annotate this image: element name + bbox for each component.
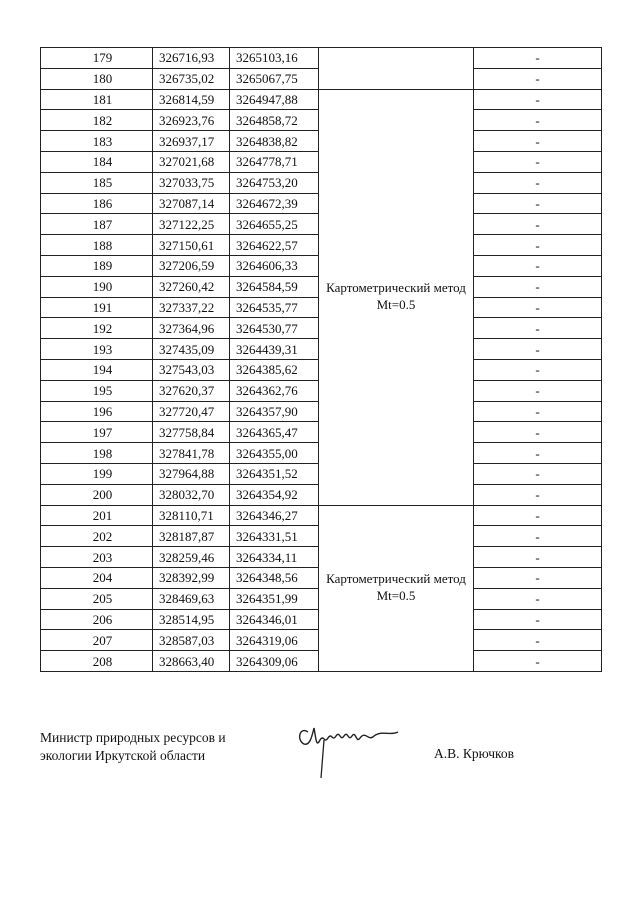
error-value: - xyxy=(474,193,602,214)
error-value: - xyxy=(474,484,602,505)
x-coordinate: 328469,63 xyxy=(153,588,230,609)
error-value: - xyxy=(474,89,602,110)
x-coordinate: 326937,17 xyxy=(153,131,230,152)
x-coordinate: 327206,59 xyxy=(153,255,230,276)
x-coordinate: 327021,68 xyxy=(153,151,230,172)
x-coordinate: 326735,02 xyxy=(153,68,230,89)
error-value: - xyxy=(474,297,602,318)
error-value: - xyxy=(474,235,602,256)
y-coordinate: 3264778,71 xyxy=(230,151,319,172)
point-number: 202 xyxy=(41,526,153,547)
point-number: 203 xyxy=(41,547,153,568)
error-value: - xyxy=(474,651,602,672)
point-number: 183 xyxy=(41,131,153,152)
coordinates-table xyxy=(40,47,602,672)
x-coordinate: 327033,75 xyxy=(153,172,230,193)
error-value: - xyxy=(474,131,602,152)
y-coordinate: 3264753,20 xyxy=(230,172,319,193)
point-number: 179 xyxy=(41,48,153,69)
y-coordinate: 3264346,27 xyxy=(230,505,319,526)
point-number: 193 xyxy=(41,339,153,360)
y-coordinate: 3265067,75 xyxy=(230,68,319,89)
error-value: - xyxy=(474,276,602,297)
x-coordinate: 328514,95 xyxy=(153,609,230,630)
point-number: 185 xyxy=(41,172,153,193)
x-coordinate: 327620,37 xyxy=(153,380,230,401)
point-number: 207 xyxy=(41,630,153,651)
x-coordinate: 327720,47 xyxy=(153,401,230,422)
y-coordinate: 3264838,82 xyxy=(230,131,319,152)
method-cell xyxy=(319,48,474,90)
x-coordinate: 327964,88 xyxy=(153,463,230,484)
x-coordinate: 328392,99 xyxy=(153,567,230,588)
coordinates-table-body xyxy=(41,48,602,672)
point-number: 186 xyxy=(41,193,153,214)
y-coordinate: 3264530,77 xyxy=(230,318,319,339)
signatory-position xyxy=(40,729,226,764)
point-number: 200 xyxy=(41,484,153,505)
y-coordinate: 3264334,11 xyxy=(230,547,319,568)
table-row xyxy=(41,505,602,526)
y-coordinate: 3264858,72 xyxy=(230,110,319,131)
x-coordinate: 328259,46 xyxy=(153,547,230,568)
error-value: - xyxy=(474,463,602,484)
x-coordinate: 327122,25 xyxy=(153,214,230,235)
x-coordinate: 327087,14 xyxy=(153,193,230,214)
error-value: - xyxy=(474,151,602,172)
point-number: 182 xyxy=(41,110,153,131)
point-number: 187 xyxy=(41,214,153,235)
point-number: 192 xyxy=(41,318,153,339)
error-value: - xyxy=(474,339,602,360)
point-number: 184 xyxy=(41,151,153,172)
point-number: 195 xyxy=(41,380,153,401)
y-coordinate: 3264319,06 xyxy=(230,630,319,651)
error-value: - xyxy=(474,48,602,69)
error-value: - xyxy=(474,110,602,131)
y-coordinate: 3264309,06 xyxy=(230,651,319,672)
y-coordinate: 3264535,77 xyxy=(230,297,319,318)
error-value: - xyxy=(474,443,602,464)
error-value: - xyxy=(474,547,602,568)
point-number: 181 xyxy=(41,89,153,110)
y-coordinate: 3264348,56 xyxy=(230,567,319,588)
error-value: - xyxy=(474,505,602,526)
position-line-1: Министр природных ресурсов и xyxy=(40,730,226,745)
point-number: 189 xyxy=(41,255,153,276)
y-coordinate: 3265103,16 xyxy=(230,48,319,69)
error-value: - xyxy=(474,380,602,401)
point-number: 198 xyxy=(41,443,153,464)
x-coordinate: 326814,59 xyxy=(153,89,230,110)
y-coordinate: 3264351,99 xyxy=(230,588,319,609)
table-row xyxy=(41,48,602,69)
x-coordinate: 327543,03 xyxy=(153,359,230,380)
point-number: 188 xyxy=(41,235,153,256)
x-coordinate: 327260,42 xyxy=(153,276,230,297)
error-value: - xyxy=(474,609,602,630)
error-value: - xyxy=(474,255,602,276)
x-coordinate: 328187,87 xyxy=(153,526,230,547)
error-value: - xyxy=(474,422,602,443)
y-coordinate: 3264947,88 xyxy=(230,89,319,110)
x-coordinate: 328663,40 xyxy=(153,651,230,672)
point-number: 204 xyxy=(41,567,153,588)
position-line-2: экологии Иркутской области xyxy=(40,747,206,763)
x-coordinate: 328587,03 xyxy=(153,630,230,651)
x-coordinate: 327841,78 xyxy=(153,443,230,464)
y-coordinate: 3264355,00 xyxy=(230,443,319,464)
y-coordinate: 3264351,52 xyxy=(230,463,319,484)
y-coordinate: 3264606,33 xyxy=(230,255,319,276)
point-number: 190 xyxy=(41,276,153,297)
y-coordinate: 3264354,92 xyxy=(230,484,319,505)
point-number: 196 xyxy=(41,401,153,422)
x-coordinate: 327758,84 xyxy=(153,422,230,443)
y-coordinate: 3264365,47 xyxy=(230,422,319,443)
handwritten-signature xyxy=(294,718,404,782)
error-value: - xyxy=(474,588,602,609)
x-coordinate: 326716,93 xyxy=(153,48,230,69)
x-coordinate: 328032,70 xyxy=(153,484,230,505)
y-coordinate: 3264346,01 xyxy=(230,609,319,630)
point-number: 201 xyxy=(41,505,153,526)
method-cell: Картометрический метод Mt=0.5 xyxy=(319,89,474,505)
y-coordinate: 3264584,59 xyxy=(230,276,319,297)
x-coordinate: 328110,71 xyxy=(153,505,230,526)
y-coordinate: 3264439,31 xyxy=(230,339,319,360)
y-coordinate: 3264655,25 xyxy=(230,214,319,235)
x-coordinate: 326923,76 xyxy=(153,110,230,131)
error-value: - xyxy=(474,526,602,547)
error-value: - xyxy=(474,68,602,89)
point-number: 194 xyxy=(41,359,153,380)
x-coordinate: 327435,09 xyxy=(153,339,230,360)
signatory-name: А.В. Крючков xyxy=(434,746,514,761)
point-number: 180 xyxy=(41,68,153,89)
y-coordinate: 3264357,90 xyxy=(230,401,319,422)
point-number: 199 xyxy=(41,463,153,484)
point-number: 208 xyxy=(41,651,153,672)
x-coordinate: 327150,61 xyxy=(153,235,230,256)
point-number: 191 xyxy=(41,297,153,318)
x-coordinate: 327337,22 xyxy=(153,297,230,318)
error-value: - xyxy=(474,172,602,193)
error-value: - xyxy=(474,214,602,235)
y-coordinate: 3264362,76 xyxy=(230,380,319,401)
method-cell: Картометрический метод Mt=0.5 xyxy=(319,505,474,671)
table-row xyxy=(41,89,602,110)
error-value: - xyxy=(474,567,602,588)
y-coordinate: 3264672,39 xyxy=(230,193,319,214)
y-coordinate: 3264385,62 xyxy=(230,359,319,380)
error-value: - xyxy=(474,401,602,422)
point-number: 197 xyxy=(41,422,153,443)
point-number: 205 xyxy=(41,588,153,609)
x-coordinate: 327364,96 xyxy=(153,318,230,339)
error-value: - xyxy=(474,630,602,651)
error-value: - xyxy=(474,318,602,339)
error-value: - xyxy=(474,359,602,380)
y-coordinate: 3264622,57 xyxy=(230,235,319,256)
point-number: 206 xyxy=(41,609,153,630)
y-coordinate: 3264331,51 xyxy=(230,526,319,547)
